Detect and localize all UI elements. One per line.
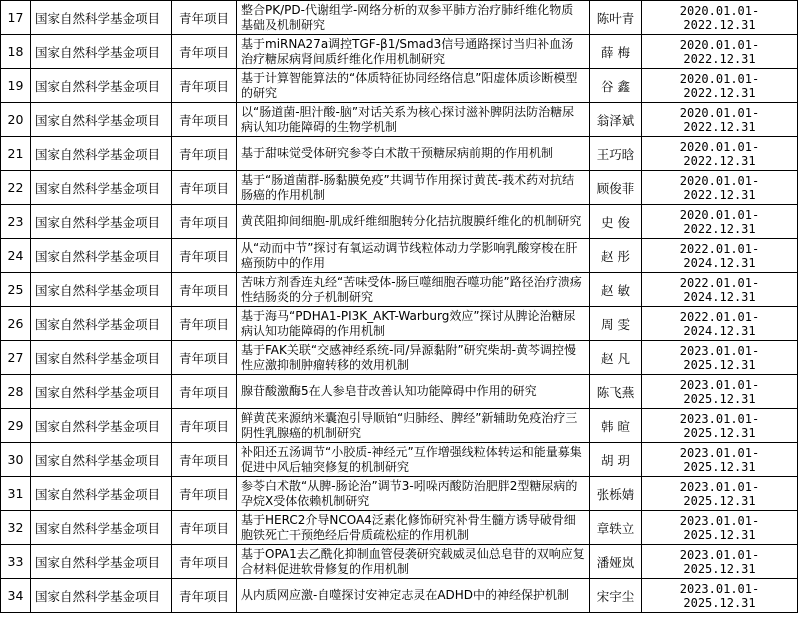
project-title: 从内质网应激-自噬探讨安神定志灵在ADHD中的神经保护机制 xyxy=(237,579,590,613)
table-row xyxy=(1,477,798,511)
row-number: 25 xyxy=(1,273,31,307)
row-number: 20 xyxy=(1,103,31,137)
row-number: 34 xyxy=(1,579,31,613)
principal-investigator: 潘娅岚 xyxy=(590,545,642,579)
project-title: 基于海马“PDHA1-PI3K_AKT-Warburg效应”探讨从脾论治糖尿病认知功能障碍的作用机制 xyxy=(237,307,590,341)
principal-investigator: 陈叶青 xyxy=(590,1,642,35)
project-period: 2023.01.01-2025.12.31 xyxy=(642,375,798,409)
principal-investigator: 赵 彤 xyxy=(590,239,642,273)
project-period: 2020.01.01-2022.12.31 xyxy=(642,137,798,171)
funding-source: 国家自然科学基金项目 xyxy=(31,205,172,239)
row-number: 24 xyxy=(1,239,31,273)
project-title: 基于甜味觉受体研究参苓白术散干预糖尿病前期的作用机制 xyxy=(237,137,590,171)
project-title: 从“动而中节”探讨有氧运动调节线粒体动力学影响乳酸穿梭在肝癌预防中的作用 xyxy=(237,239,590,273)
funding-source: 国家自然科学基金项目 xyxy=(31,103,172,137)
principal-investigator: 赵 敏 xyxy=(590,273,642,307)
funding-source: 国家自然科学基金项目 xyxy=(31,545,172,579)
project-period: 2023.01.01-2025.12.31 xyxy=(642,579,798,613)
project-type: 青年项目 xyxy=(172,579,237,613)
project-period: 2020.01.01-2022.12.31 xyxy=(642,205,798,239)
project-title: 苦味方剂香连丸经“苦味受体-肠巨噬细胞吞噬功能”路径治疗溃疡性结肠炎的分子机制研究 xyxy=(237,273,590,307)
principal-investigator: 宋宇尘 xyxy=(590,579,642,613)
table-row xyxy=(1,307,798,341)
project-title: 整合PK/PD-代谢组学-网络分析的双参平肺方治疗肺纤维化物质基础及机制研究 xyxy=(237,1,590,35)
row-number: 33 xyxy=(1,545,31,579)
row-number: 17 xyxy=(1,1,31,35)
funding-source: 国家自然科学基金项目 xyxy=(31,477,172,511)
table-row xyxy=(1,35,798,69)
principal-investigator: 薛 梅 xyxy=(590,35,642,69)
project-type: 青年项目 xyxy=(172,511,237,545)
project-table-body xyxy=(1,1,798,613)
project-period: 2022.01.01-2024.12.31 xyxy=(642,307,798,341)
project-type: 青年项目 xyxy=(172,171,237,205)
principal-investigator: 韩 暄 xyxy=(590,409,642,443)
table-row xyxy=(1,443,798,477)
project-type: 青年项目 xyxy=(172,273,237,307)
principal-investigator: 陈飞燕 xyxy=(590,375,642,409)
principal-investigator: 顾俊菲 xyxy=(590,171,642,205)
table-row xyxy=(1,137,798,171)
project-title: 鲜黄芪来源纳米囊泡引导顺铂“归肺经、脾经”新辅助免疫治疗三阴性乳腺癌的机制研究 xyxy=(237,409,590,443)
project-type: 青年项目 xyxy=(172,409,237,443)
funding-source: 国家自然科学基金项目 xyxy=(31,171,172,205)
funding-source: 国家自然科学基金项目 xyxy=(31,511,172,545)
principal-investigator: 张栎婧 xyxy=(590,477,642,511)
project-type: 青年项目 xyxy=(172,1,237,35)
funding-source: 国家自然科学基金项目 xyxy=(31,307,172,341)
table-row xyxy=(1,69,798,103)
project-period: 2022.01.01-2024.12.31 xyxy=(642,239,798,273)
project-title: 补阳还五汤调节“小胶质-神经元”互作增强线粒体转运和能量募集促进中风后轴突修复的机制研究 xyxy=(237,443,590,477)
project-type: 青年项目 xyxy=(172,103,237,137)
table-row xyxy=(1,273,798,307)
table-row xyxy=(1,579,798,613)
project-title: 基于miRNA27a调控TGF-β1/Smad3信号通路探讨当归补血汤治疗糖尿病肾间质纤维化作用机制研究 xyxy=(237,35,590,69)
row-number: 18 xyxy=(1,35,31,69)
funding-source: 国家自然科学基金项目 xyxy=(31,341,172,375)
project-type: 青年项目 xyxy=(172,307,237,341)
table-row xyxy=(1,239,798,273)
project-title: 基于OPA1去乙酰化抑制血管侵袭研究载威灵仙总皂苷的双响应复合材料促进软骨修复的作用机制 xyxy=(237,545,590,579)
principal-investigator: 章轶立 xyxy=(590,511,642,545)
row-number: 19 xyxy=(1,69,31,103)
funding-source: 国家自然科学基金项目 xyxy=(31,579,172,613)
table-row xyxy=(1,511,798,545)
project-period: 2020.01.01-2022.12.31 xyxy=(642,171,798,205)
project-period: 2023.01.01-2025.12.31 xyxy=(642,341,798,375)
project-type: 青年项目 xyxy=(172,239,237,273)
project-period: 2020.01.01-2022.12.31 xyxy=(642,69,798,103)
funding-source: 国家自然科学基金项目 xyxy=(31,443,172,477)
project-title: 基于“肠道菌群-肠黏膜免疫”共调节作用探讨黄芪-莪术药对抗结肠癌的作用机制 xyxy=(237,171,590,205)
row-number: 29 xyxy=(1,409,31,443)
project-title: 基于FAK关联“交感神经系统-同/异源黏附”研究柴胡-黄芩调控慢性应激抑制肿瘤转移的效用机制 xyxy=(237,341,590,375)
principal-investigator: 史 俊 xyxy=(590,205,642,239)
project-title: 黄芪阻抑间细胞-肌成纤维细胞转分化拮抗腹膜纤维化的机制研究 xyxy=(237,205,590,239)
project-type: 青年项目 xyxy=(172,545,237,579)
table-row xyxy=(1,1,798,35)
project-period: 2022.01.01-2024.12.31 xyxy=(642,273,798,307)
row-number: 26 xyxy=(1,307,31,341)
row-number: 22 xyxy=(1,171,31,205)
funding-source: 国家自然科学基金项目 xyxy=(31,137,172,171)
project-title: 基于HERC2介导NCOA4泛素化修饰研究补骨生髓方诱导破骨细胞铁死亡干预绝经后骨质疏松症的作用机制 xyxy=(237,511,590,545)
funding-source: 国家自然科学基金项目 xyxy=(31,1,172,35)
project-period: 2020.01.01-2022.12.31 xyxy=(642,103,798,137)
project-title: 以“肠道菌-胆汁酸-脑”对话关系为核心探讨滋补脾阴法防治糖尿病认知功能障碍的生物学机制 xyxy=(237,103,590,137)
row-number: 32 xyxy=(1,511,31,545)
row-number: 27 xyxy=(1,341,31,375)
table-row xyxy=(1,205,798,239)
funding-source: 国家自然科学基金项目 xyxy=(31,35,172,69)
table-row xyxy=(1,103,798,137)
principal-investigator: 翁泽斌 xyxy=(590,103,642,137)
project-type: 青年项目 xyxy=(172,341,237,375)
project-title: 参苓白术散“从脾-肠论治”调节3-吲哚丙酸防治肥胖2型糖尿病的孕烷X受体依赖机制研究 xyxy=(237,477,590,511)
project-type: 青年项目 xyxy=(172,477,237,511)
table-row xyxy=(1,409,798,443)
project-type: 青年项目 xyxy=(172,35,237,69)
project-type: 青年项目 xyxy=(172,69,237,103)
principal-investigator: 王巧晗 xyxy=(590,137,642,171)
project-type: 青年项目 xyxy=(172,375,237,409)
principal-investigator: 赵 凡 xyxy=(590,341,642,375)
funding-source: 国家自然科学基金项目 xyxy=(31,375,172,409)
funding-source: 国家自然科学基金项目 xyxy=(31,409,172,443)
row-number: 28 xyxy=(1,375,31,409)
principal-investigator: 胡 玥 xyxy=(590,443,642,477)
project-title: 基于计算智能算法的“体质特征协同经络信息”阳虚体质诊断模型的研究 xyxy=(237,69,590,103)
project-period: 2020.01.01-2022.12.31 xyxy=(642,35,798,69)
funding-source: 国家自然科学基金项目 xyxy=(31,69,172,103)
project-period: 2023.01.01-2025.12.31 xyxy=(642,409,798,443)
table-row xyxy=(1,341,798,375)
project-title: 腺苷酸激酶5在人参皂苷改善认知功能障碍中作用的研究 xyxy=(237,375,590,409)
funding-source: 国家自然科学基金项目 xyxy=(31,239,172,273)
row-number: 30 xyxy=(1,443,31,477)
project-period: 2020.01.01-2022.12.31 xyxy=(642,1,798,35)
table-row xyxy=(1,171,798,205)
project-period: 2023.01.01-2025.12.31 xyxy=(642,477,798,511)
table-row xyxy=(1,545,798,579)
project-type: 青年项目 xyxy=(172,137,237,171)
project-period: 2023.01.01-2025.12.31 xyxy=(642,545,798,579)
project-type: 青年项目 xyxy=(172,443,237,477)
principal-investigator: 周 雯 xyxy=(590,307,642,341)
principal-investigator: 谷 鑫 xyxy=(590,69,642,103)
row-number: 23 xyxy=(1,205,31,239)
funding-source: 国家自然科学基金项目 xyxy=(31,273,172,307)
project-period: 2023.01.01-2025.12.31 xyxy=(642,511,798,545)
row-number: 31 xyxy=(1,477,31,511)
table-row xyxy=(1,375,798,409)
row-number: 21 xyxy=(1,137,31,171)
project-period: 2023.01.01-2025.12.31 xyxy=(642,443,798,477)
project-type: 青年项目 xyxy=(172,205,237,239)
